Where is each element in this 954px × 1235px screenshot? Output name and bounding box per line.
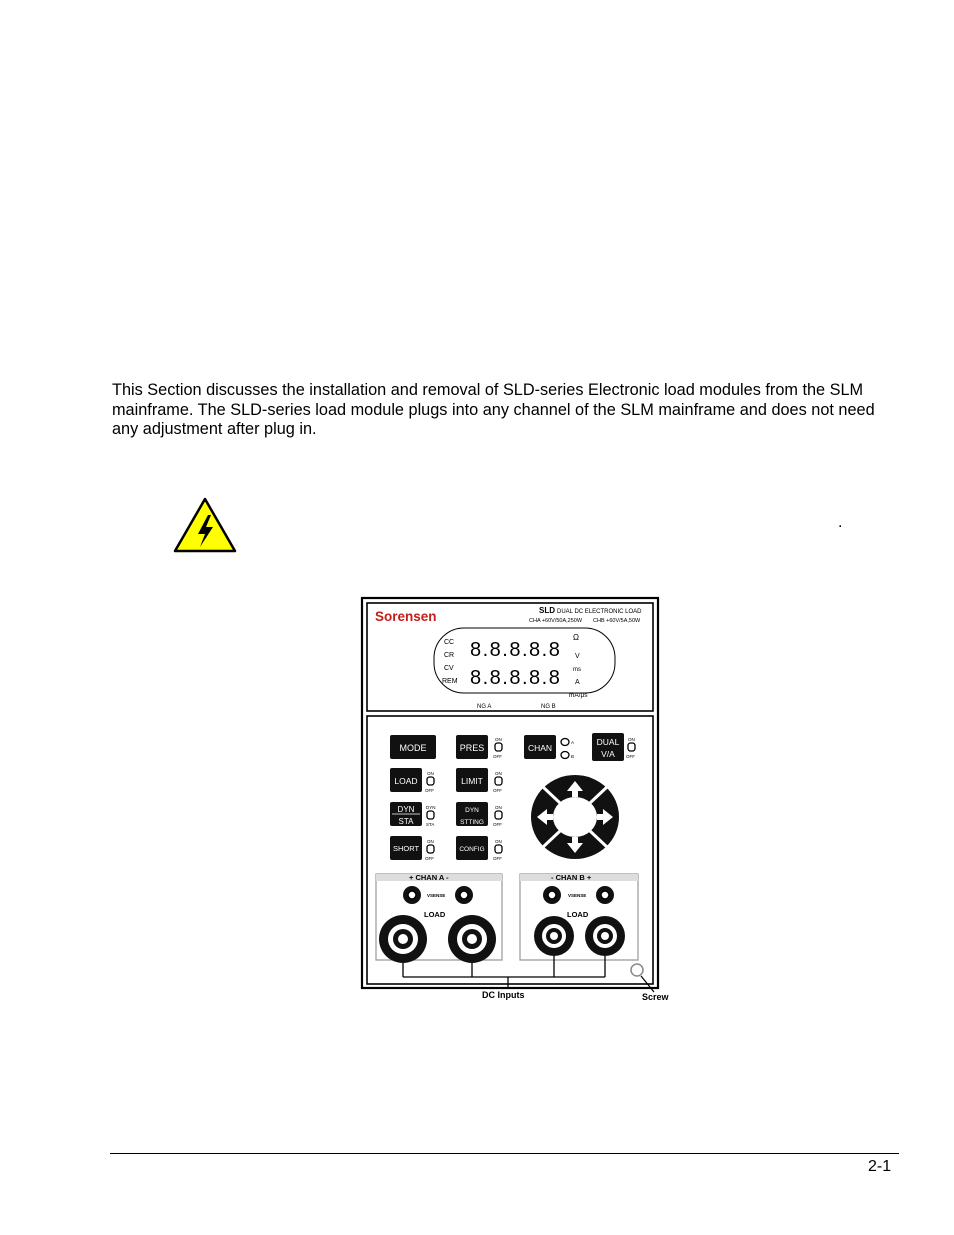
unit-amp: A <box>575 679 580 686</box>
mode-indicator-cc: CC <box>444 639 455 646</box>
svg-text:ON: ON <box>495 771 502 776</box>
svg-text:OFF: OFF <box>493 822 502 827</box>
pres-indicator-led <box>495 743 502 751</box>
sld-front-panel-figure <box>358 594 678 1006</box>
intro-paragraph: This Section discusses the installation and removal of SLD-series Electronic load modules from the SLM mainframe. The SLD-series load module plugs into any channel of the SLM mainframe and does not need any adjustment after plug in. <box>112 381 875 439</box>
svg-text:ON: ON <box>495 839 502 844</box>
svg-text:ON: ON <box>495 805 502 810</box>
svg-text:SHORT: SHORT <box>392 844 420 853</box>
unit-ma-per-us: mA/μs <box>569 692 588 699</box>
svg-text:DUAL: DUAL <box>596 737 620 747</box>
svg-text:STA: STA <box>426 822 435 827</box>
svg-text:ON: ON <box>628 737 635 742</box>
unit-volt: V <box>575 653 580 660</box>
direction-pad <box>531 775 619 859</box>
config-indicator-led <box>495 845 502 853</box>
channel-a-spec: CHA +60V/50A,250W <box>529 618 583 624</box>
svg-text:PRES: PRES <box>459 743 485 753</box>
chan-b-load-label: LOAD <box>567 910 589 919</box>
unit-ohm: Ω <box>573 633 579 642</box>
svg-text:B: B <box>571 754 575 759</box>
brand-logo: Sorensen <box>375 609 437 624</box>
chan-a-vsense-label: VSENSE <box>427 893 446 898</box>
model-description: DUAL DC ELECTRONIC LOAD <box>557 609 642 615</box>
svg-text:ON: ON <box>427 839 434 844</box>
high-voltage-warning-icon <box>172 496 238 554</box>
mode-indicator-cr: CR <box>444 652 455 659</box>
mode-indicator-cv: CV <box>444 665 454 672</box>
pres-off-label: OFF <box>493 754 502 759</box>
warning-trailing-text: . <box>838 514 843 531</box>
page-number: 2-1 <box>868 1158 892 1175</box>
dc-inputs-label: DC Inputs <box>482 990 525 1000</box>
dyn-indicator-led <box>427 811 434 819</box>
dyn-stting-indicator-led <box>495 811 502 819</box>
chan-b-vsense-label: VSENSE <box>568 893 587 898</box>
svg-text:LOAD: LOAD <box>394 776 418 786</box>
unit-ms: ms <box>573 667 581 673</box>
chan-a-label: + CHAN A - <box>409 873 449 882</box>
svg-text:LIMIT: LIMIT <box>461 776 483 786</box>
chan-a-led <box>561 739 569 746</box>
svg-text:OFF: OFF <box>493 788 502 793</box>
svg-text:DYN: DYN <box>397 805 415 814</box>
ng-b-label: NG B <box>541 704 556 710</box>
svg-text:DYN: DYN <box>465 807 479 814</box>
svg-text:ON: ON <box>427 771 434 776</box>
screw-icon <box>631 964 643 976</box>
lower-lcd-digits: 8.8.8.8.8 <box>470 667 562 689</box>
svg-text:OFF: OFF <box>493 856 502 861</box>
load-indicator-led <box>427 777 434 785</box>
svg-text:OFF: OFF <box>626 754 635 759</box>
model-name: SLD <box>539 606 555 615</box>
svg-text:A: A <box>571 740 575 745</box>
screw-label: Screw <box>642 992 669 1002</box>
upper-lcd-digits: 8.8.8.8.8 <box>470 639 562 661</box>
dual-indicator-led <box>628 743 635 751</box>
mode-indicator-rem: REM <box>442 678 458 685</box>
svg-text:MODE: MODE <box>399 743 427 753</box>
chan-b-led <box>561 752 569 759</box>
chan-b-label: - CHAN B + <box>551 873 592 882</box>
channel-b-spec: CHB +60V/5A,50W <box>593 618 641 624</box>
footer-rule <box>110 1153 899 1154</box>
svg-text:OFF: OFF <box>425 788 434 793</box>
ng-a-label: NG A <box>477 704 492 710</box>
svg-text:DYN: DYN <box>426 805 436 810</box>
svg-text:CHAN: CHAN <box>527 743 553 753</box>
pres-on-label: ON <box>495 737 502 742</box>
svg-text:V/A: V/A <box>601 749 615 759</box>
chan-a-load-label: LOAD <box>424 910 446 919</box>
svg-text:CONFIG: CONFIG <box>459 846 485 853</box>
limit-indicator-led <box>495 777 502 785</box>
svg-text:STTING: STTING <box>460 819 484 826</box>
svg-text:STA: STA <box>398 817 414 826</box>
svg-text:OFF: OFF <box>425 856 434 861</box>
short-indicator-led <box>427 845 434 853</box>
